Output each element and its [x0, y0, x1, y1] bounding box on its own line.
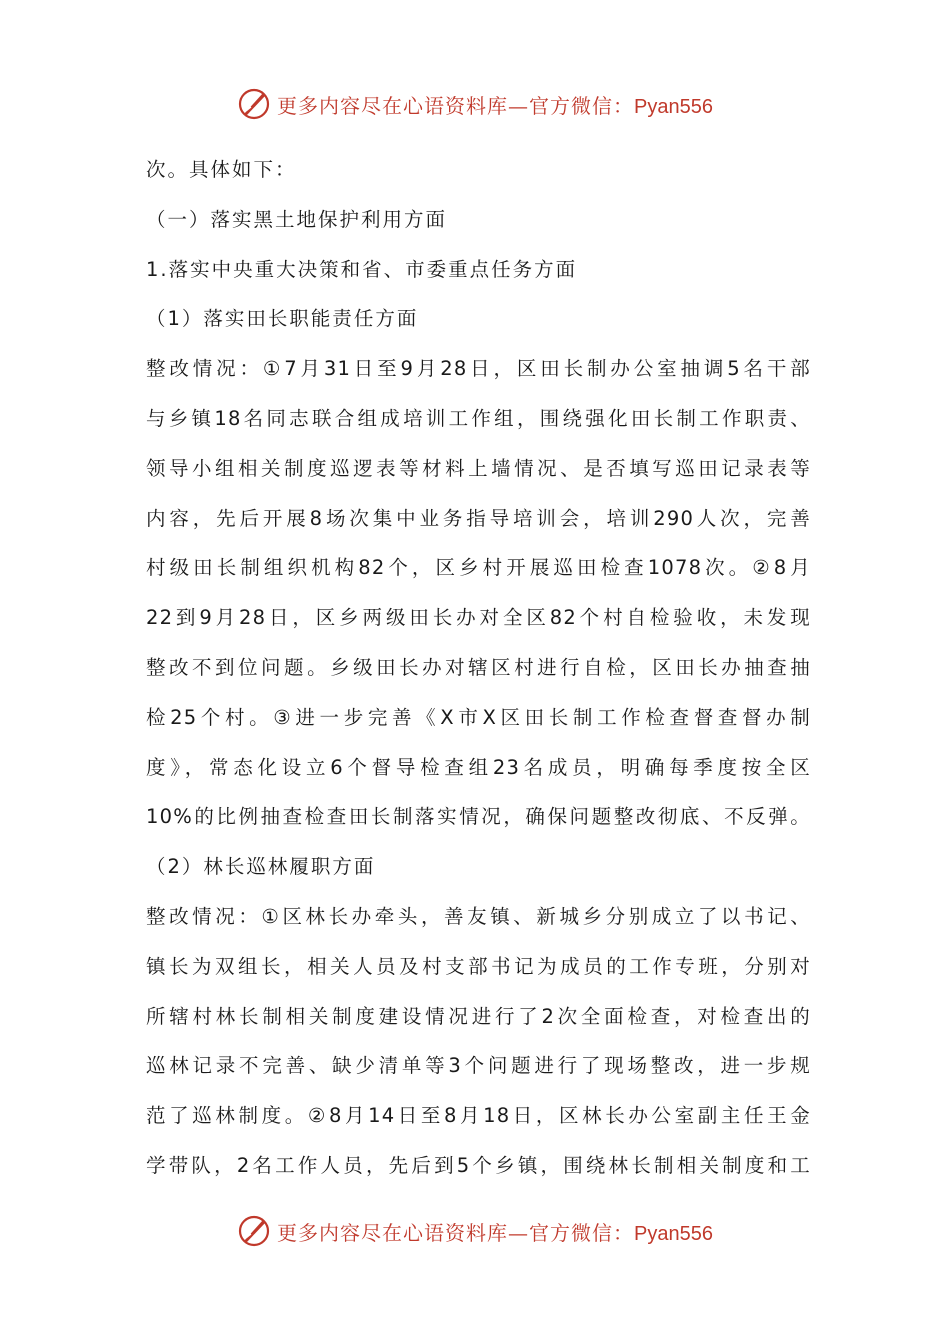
- item-heading: （2）林长巡林履职方面: [146, 855, 376, 879]
- text-line: 所辖村林长制相关制度建设情况进行了2次全面检查，对检查出的: [146, 1004, 811, 1028]
- text-line: 整改不到位问题。乡级田长办对辖区村进行自检，区田长办抽查抽: [146, 655, 811, 679]
- banner-text: 更多内容尽在心语资料库—官方微信：Pyan556: [277, 1220, 713, 1245]
- text-line: 内容，先后开展8场次集中业务指导培训会，培训290人次，完善: [146, 506, 811, 530]
- text-line: 与乡镇18名同志联合组成培训工作组，围绕强化田长制工作职责、: [146, 406, 811, 430]
- footer-watermark-banner: [0, 1211, 950, 1251]
- document-body: [146, 145, 811, 1191]
- banner-text: 更多内容尽在心语资料库—官方微信：Pyan556: [277, 93, 713, 118]
- wechat-id: Pyan556: [634, 95, 713, 118]
- text-line: 镇长为双组长，相关人员及村支部书记为成员的工作专班，分别对: [146, 954, 811, 978]
- subsection-heading: 1.落实中央重大决策和省、市委重点任务方面: [146, 257, 578, 281]
- text-line: 检25个村。③进一步完善《X市X区田长制工作检查督查督办制: [146, 705, 811, 729]
- text-line: 村级田长制组织机构82个，区乡村开展巡田检查1078次。②8月: [146, 556, 811, 580]
- text-line: 范了巡林制度。②8月14日至8月18日，区林长办公室副主任王金: [146, 1104, 811, 1128]
- text-line: 22到9月28日，区乡两级田长办对全区82个村自检验收，未发现: [146, 606, 811, 630]
- item-heading: （1）落实田长职能责任方面: [146, 307, 419, 331]
- quill-pen-icon: [237, 1214, 271, 1248]
- text-line: 10%的比例抽查检查田长制落实情况，确保问题整改彻底、不反弹。: [146, 805, 811, 829]
- text-line: 巡林记录不完善、缺少清单等3个问题进行了现场整改，进一步规: [146, 1054, 811, 1078]
- header-watermark-banner: [0, 84, 950, 124]
- section-heading: （一）落实黑土地保护利用方面: [146, 207, 448, 231]
- text-line: 次。具体如下：: [146, 158, 297, 181]
- text-line: 领导小组相关制度巡逻表等材料上墙情况、是否填写巡田记录表等: [146, 456, 811, 480]
- text-line: 度》，常态化设立6个督导检查组23名成员，明确每季度按全区: [146, 755, 811, 779]
- text-line: 整改情况：①7月31日至9月28日，区田长制办公室抽调5名干部: [146, 357, 811, 381]
- wechat-id: Pyan556: [634, 1222, 713, 1245]
- text-line: 整改情况：①区林长办牵头，善友镇、新城乡分别成立了以书记、: [146, 904, 811, 928]
- text-line: 学带队，2名工作人员，先后到5个乡镇，围绕林长制相关制度和工: [146, 1153, 811, 1177]
- quill-pen-icon: [237, 87, 271, 121]
